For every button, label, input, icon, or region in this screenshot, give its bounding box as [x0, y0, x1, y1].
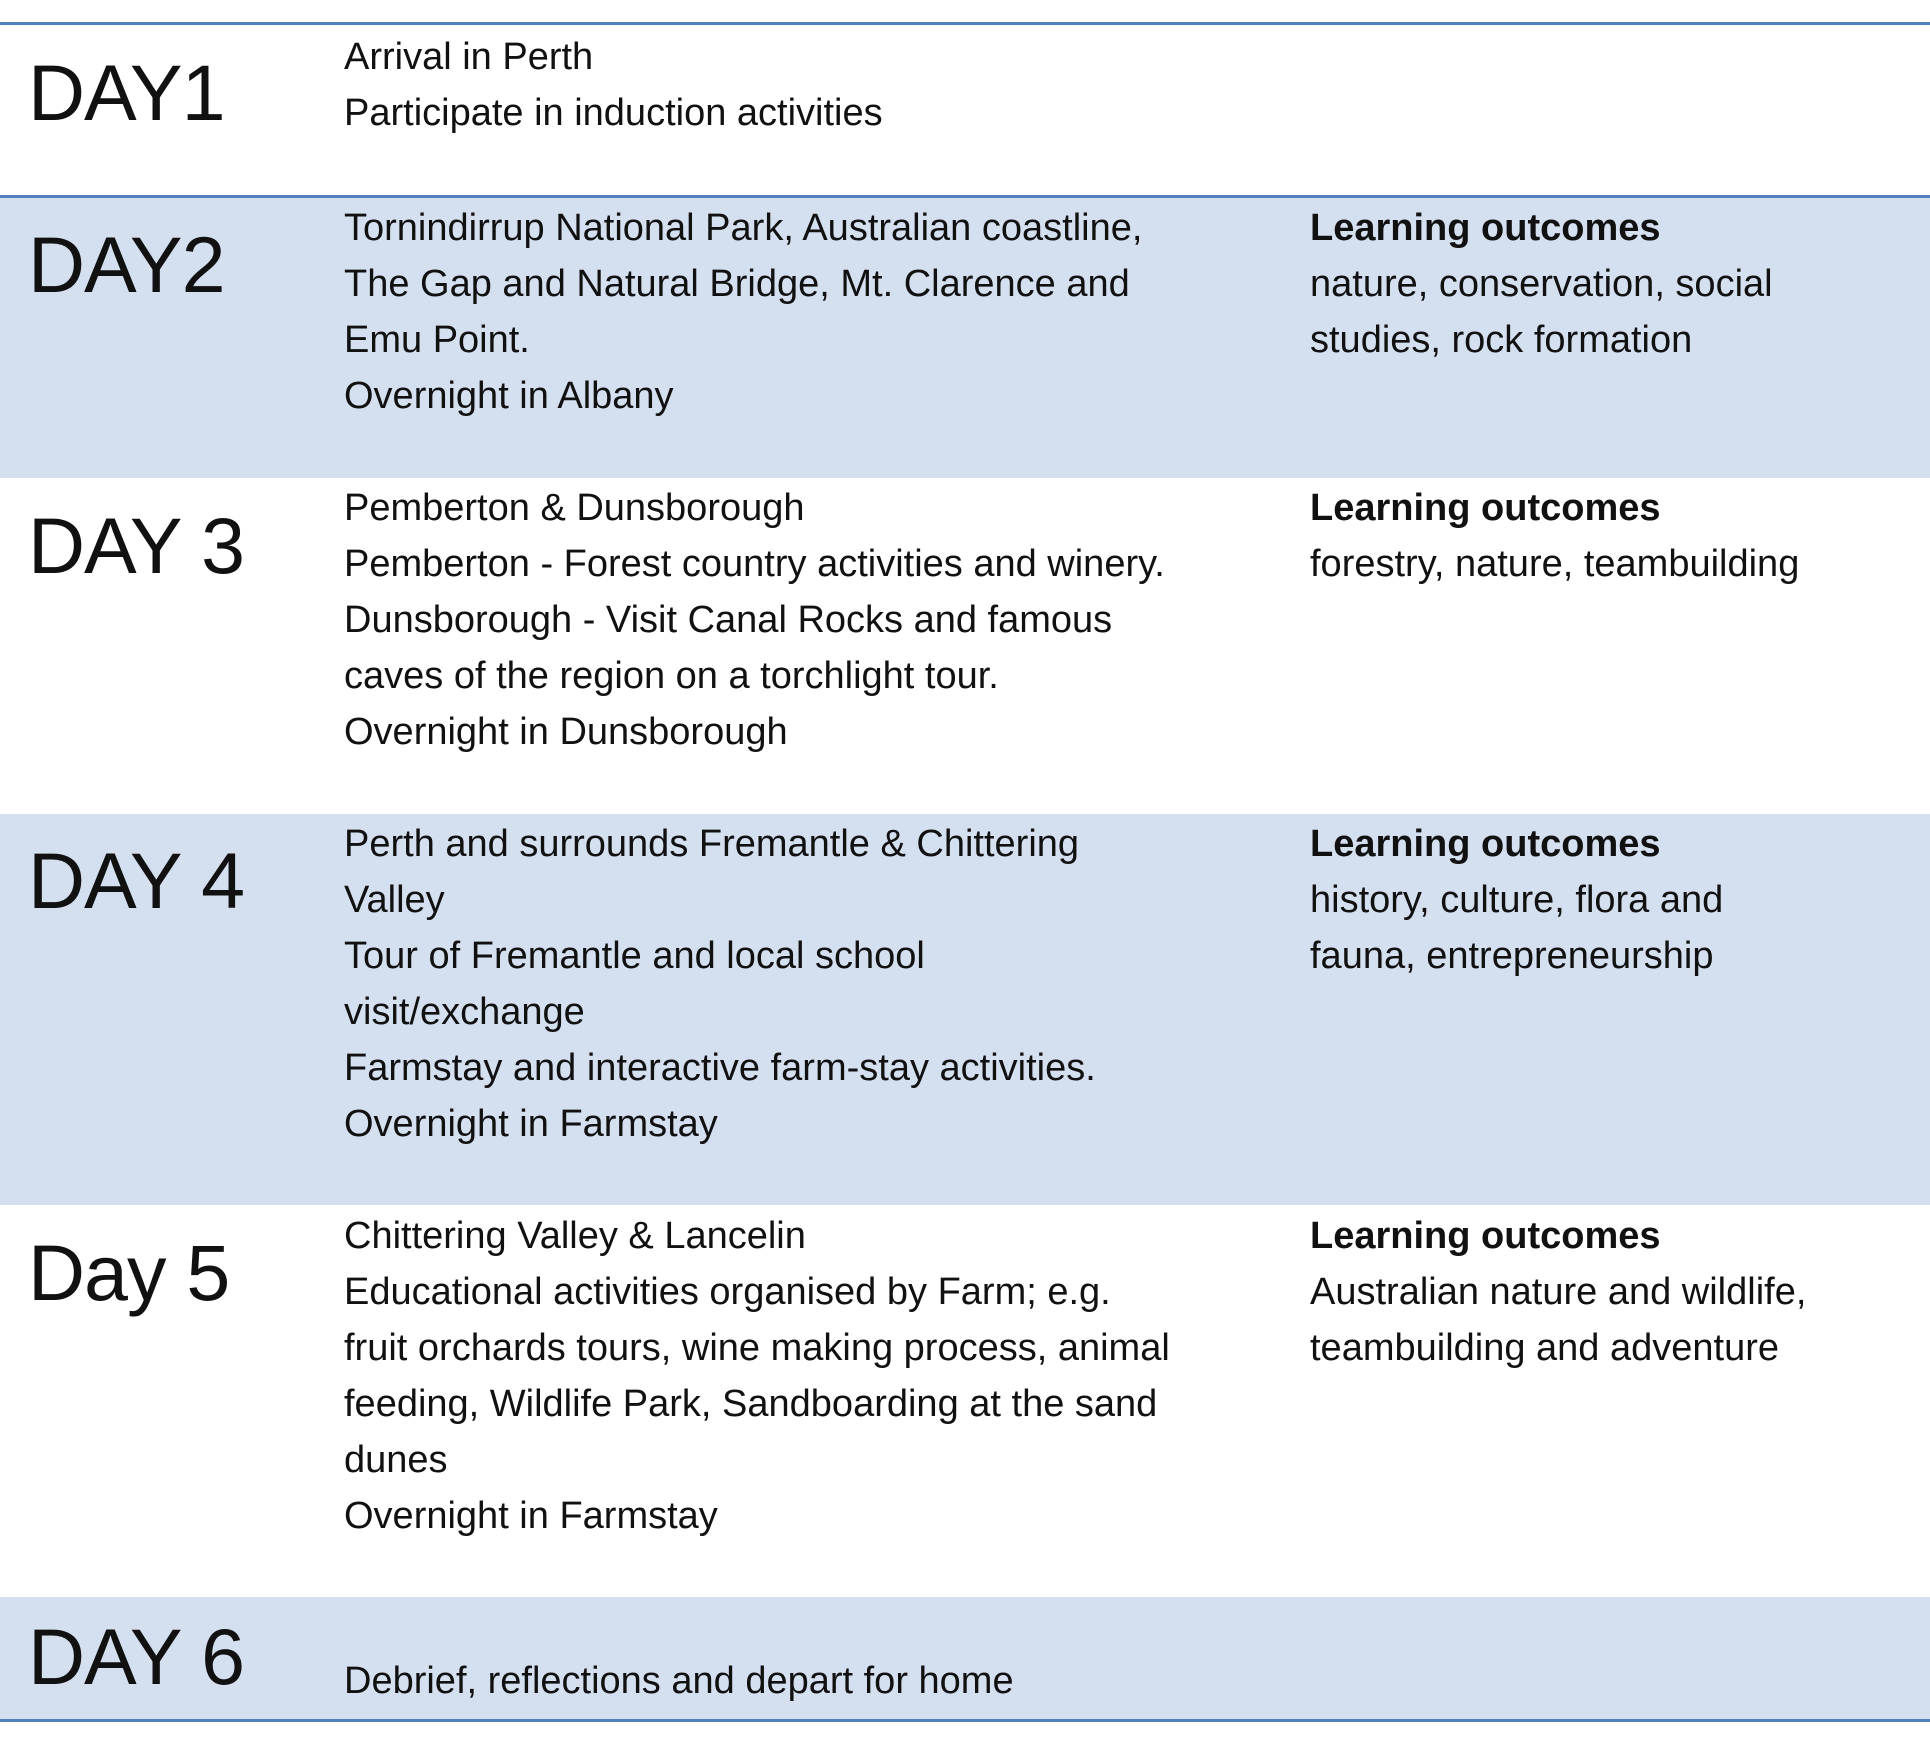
day-row: [0, 478, 1930, 814]
day-label: DAY 3: [28, 501, 245, 590]
day-label: Day 5: [28, 1228, 230, 1317]
day-description: [344, 200, 1284, 424]
learning-outcomes: [1310, 816, 1920, 984]
description-line: Educational activities organised by Farm; e.g.: [344, 1271, 1111, 1313]
description-line: Overnight in Albany: [344, 375, 674, 417]
day-row: [0, 814, 1930, 1205]
outcome-line: history, culture, flora and: [1310, 879, 1724, 921]
outcome-line: fauna, entrepreneurship: [1310, 935, 1714, 977]
description-line: Arrival in Perth: [344, 36, 594, 78]
description-line: Farmstay and interactive farm-stay activities.: [344, 1047, 1096, 1089]
description-line: Overnight in Dunsborough: [344, 711, 788, 753]
description-line: Overnight in Farmstay: [344, 1495, 718, 1537]
description-line: The Gap and Natural Bridge, Mt. Clarence and: [344, 263, 1130, 305]
day-row: [0, 1205, 1930, 1597]
day-label: DAY 4: [28, 836, 245, 925]
day-description: [344, 480, 1284, 760]
day-row: [0, 1597, 1930, 1719]
learning-outcomes: [1310, 480, 1920, 592]
description-line: Emu Point.: [344, 319, 530, 361]
description-line: visit/exchange: [344, 991, 585, 1033]
itinerary-table: [0, 22, 1930, 1722]
learning-outcomes-heading: Learning outcomes: [1310, 207, 1661, 249]
learning-outcomes-heading: Learning outcomes: [1310, 1215, 1661, 1257]
day-description: [344, 29, 1284, 141]
description-line: Tornindirrup National Park, Australian coastline,: [344, 207, 1143, 249]
description-line: Pemberton - Forest country activities and winery.: [344, 543, 1165, 585]
description-line: Overnight in Farmstay: [344, 1103, 718, 1145]
learning-outcomes-heading: Learning outcomes: [1310, 487, 1661, 529]
description-line: Debrief, reflections and depart for home: [344, 1660, 1014, 1702]
description-line: feeding, Wildlife Park, Sandboarding at the sand: [344, 1383, 1158, 1425]
day-description: [344, 1208, 1284, 1544]
description-line: Pemberton & Dunsborough: [344, 487, 805, 529]
outcome-line: teambuilding and adventure: [1310, 1327, 1780, 1369]
outcome-line: nature, conservation, social: [1310, 263, 1773, 305]
outcome-line: Australian nature and wildlife,: [1310, 1271, 1807, 1313]
day-row: [0, 25, 1930, 195]
description-line: Participate in induction activities: [344, 92, 883, 134]
day-row: [0, 195, 1930, 478]
day-label: DAY 6: [28, 1612, 245, 1701]
day-label: DAY2: [28, 220, 225, 309]
description-line: Perth and surrounds Fremantle & Chittering: [344, 823, 1080, 865]
outcome-line: studies, rock formation: [1310, 319, 1693, 361]
description-line: fruit orchards tours, wine making process, animal: [344, 1327, 1170, 1369]
description-line: Valley: [344, 879, 445, 921]
description-line: caves of the region on a torchlight tour.: [344, 655, 999, 697]
learning-outcomes: [1310, 200, 1920, 368]
day-description: [344, 816, 1284, 1152]
description-line: Chittering Valley & Lancelin: [344, 1215, 806, 1257]
learning-outcomes-heading: Learning outcomes: [1310, 823, 1661, 865]
description-line: Dunsborough - Visit Canal Rocks and famous: [344, 599, 1113, 641]
learning-outcomes: [1310, 1208, 1920, 1376]
description-line: Tour of Fremantle and local school: [344, 935, 925, 977]
description-line: dunes: [344, 1439, 448, 1481]
day-description: [344, 1653, 1284, 1709]
day-label: DAY1: [28, 48, 225, 137]
outcome-line: forestry, nature, teambuilding: [1310, 543, 1800, 585]
